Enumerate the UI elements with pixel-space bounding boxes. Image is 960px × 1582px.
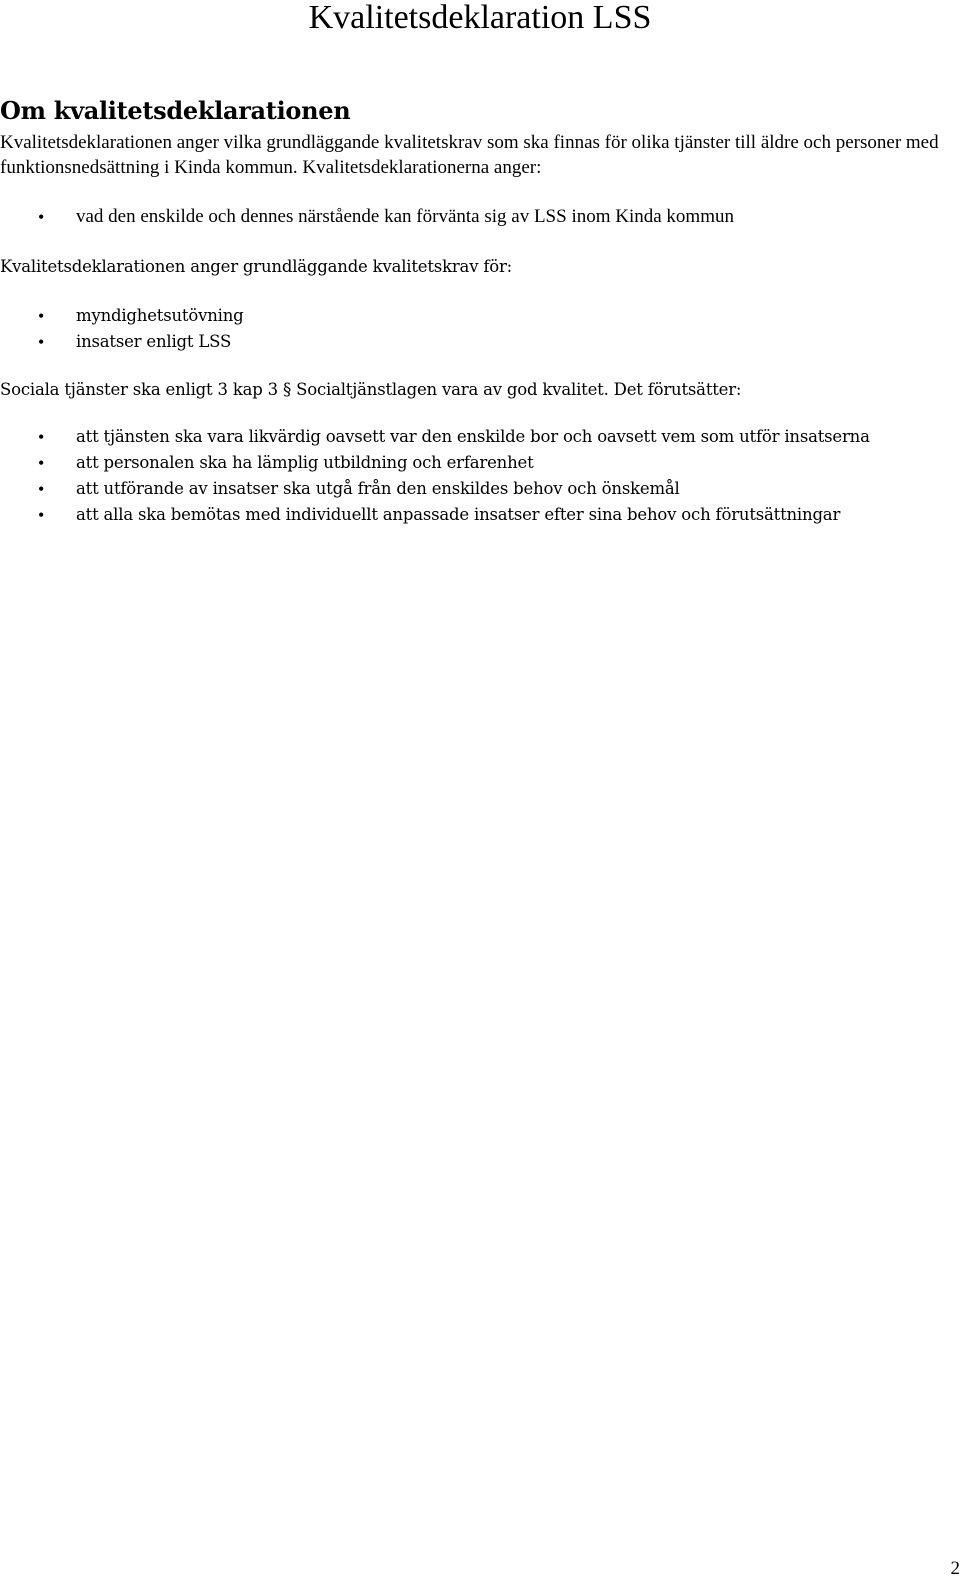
spacer [0,230,958,254]
spacer [0,180,958,204]
quality-paragraph: Sociala tjänster ska enligt 3 kap 3 § Socialtjänstlagen vara av god kvalitet. Det förutsätter: [0,380,742,399]
list-item: • att utförande av insatser ska utgå från den enskildes behov och önskemål [0,476,958,502]
page-title: Kvalitetsdeklaration LSS [308,0,652,36]
list-item: • att alla ska bemötas med individuellt anpassade insatser efter sina behov och förutsättningar [0,502,958,528]
list-item: • att tjänsten ska vara likvärdig oavsett var den enskilde bor och oavsett vem som utför insatserna [0,424,958,450]
page-number: 2 [950,1558,960,1579]
spacer [0,355,958,377]
requirements-paragraph: Kvalitetsdeklarationen anger grundläggande kvalitetskrav för: [0,257,513,276]
list-item: • insatser enligt LSS [0,329,958,355]
intro-paragraph: Kvalitetsdeklarationen anger vilka grundläggande kvalitetskrav som ska finnas för olika tjänster till äldre och personer med funktionsnedsättning i Kinda kommun. Kvalitetsdeklarationerna anger: [0,132,939,178]
expectations-list [0,204,958,230]
list-item: • vad den enskilde och dennes närstående kan förvänta sig av LSS inom Kinda kommun [0,204,958,230]
requirements-list [0,303,958,355]
list-item: • att personalen ska ha lämplig utbildning och erfarenhet [0,450,958,476]
spacer [0,279,958,303]
spacer [0,402,958,424]
list-item: • myndighetsutövning [0,303,958,329]
document-body [0,92,958,528]
conditions-list [0,424,958,528]
section-heading: Om kvalitetsdeklarationen [0,96,351,125]
